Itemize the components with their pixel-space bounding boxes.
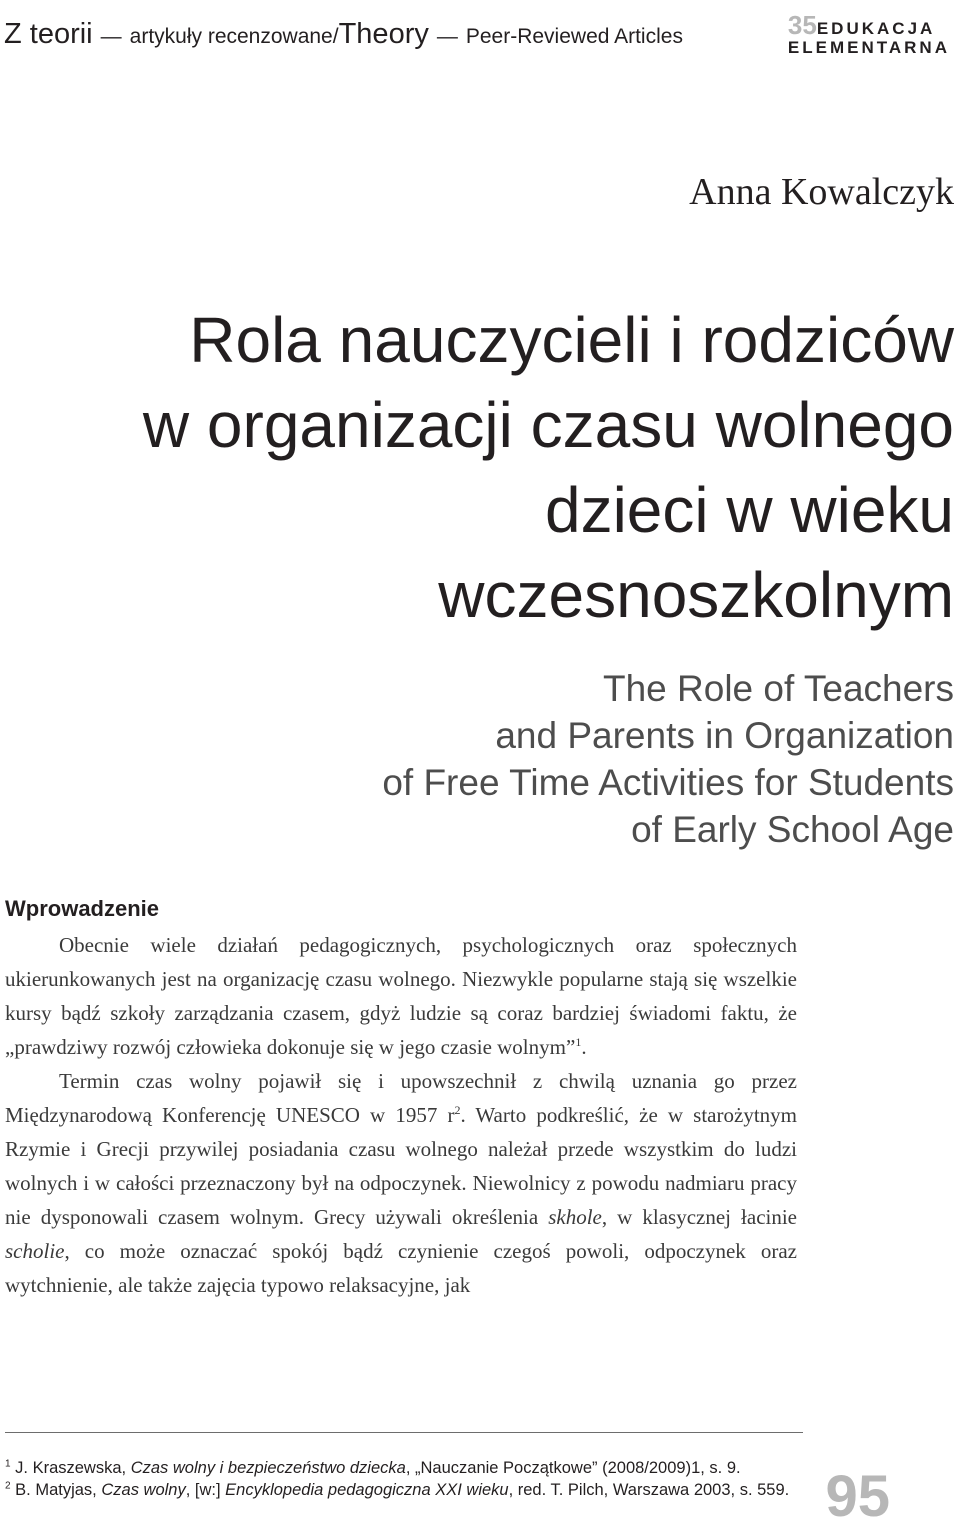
p2-text-a: Termin czas wolny pojawił się i upowszechnił z chwilą uznania go przez Międzynarodową Konferencję UNESCO w 1957 r xyxy=(5,1069,797,1127)
section-en: Theory xyxy=(338,18,429,50)
paragraph-2 xyxy=(5,1064,797,1302)
p1-text: Obecnie wiele działań pedagogicznych, psychologicznych oraz społecznych ukierunkowanych jest na organizację czasu wolnego. Niezwykle popularne stają się wszelkie kursy bądź szkoły zarządzania czasem, gdyż ludzie są coraz bardziej świadomi faktu, że „prawdziwy rozwój człowieka dokonuje się w jego czasie wolnym” xyxy=(5,933,797,1059)
term-skhole: skhole xyxy=(548,1205,602,1229)
footnote-title: Czas wolny i bezpieczeństwo dziecka xyxy=(130,1459,406,1477)
journal-logo xyxy=(788,12,950,56)
journal-word-2: ELEMENTARNA xyxy=(787,38,950,57)
article-title-pl xyxy=(54,298,954,638)
title-pl-line: Rola nauczycieli i rodziców xyxy=(189,304,954,376)
footnote-rest: , „Nauczanie Początkowe” (2008/2009)1, s. 9. xyxy=(405,1459,741,1477)
title-pl-line: wczesnoszkolnym xyxy=(438,559,954,631)
title-en-line: and Parents in Organization xyxy=(495,715,954,756)
footnote-1 xyxy=(5,1457,805,1479)
footnote-mid: , [w:] xyxy=(185,1481,226,1499)
article-title-en xyxy=(54,665,954,853)
section-label: Z teorii — artykuły recenzowane/Theory — Peer-Reviewed Articles xyxy=(4,18,683,50)
paragraph-1 xyxy=(5,928,797,1064)
article-author: Anna Kowalczyk xyxy=(689,171,954,213)
journal-number: 35 xyxy=(787,10,817,40)
section-en-sub: Peer-Reviewed Articles xyxy=(465,25,683,48)
p2-text-c: , w klasycznej łacinie xyxy=(601,1205,797,1229)
footnote-number: 1 xyxy=(5,1458,11,1470)
p2-text-d: , co może oznaczać spokój bądź czynienie czegoś powoli, odpoczynek oraz wytchnienie, ale także zajęcia typowo relaksacyjne, jak xyxy=(5,1239,797,1297)
header-dash: — xyxy=(100,25,122,48)
title-pl-line: dzieci w wieku xyxy=(544,474,954,546)
footnote-ref-1[interactable]: 1 xyxy=(575,1035,582,1049)
footnote-author: J. Kraszewska, xyxy=(15,1459,131,1477)
title-en-line: The Role of Teachers xyxy=(602,668,954,709)
page-number: 95 xyxy=(825,1464,890,1529)
section-heading: Wprowadzenie xyxy=(5,896,160,921)
term-scholie: scholie xyxy=(5,1239,65,1263)
header-dash-2: — xyxy=(436,25,458,48)
footnote-2 xyxy=(5,1479,805,1501)
body-text xyxy=(5,928,797,1302)
footnote-title: Czas wolny xyxy=(101,1481,186,1499)
footnote-author: B. Matyjas, xyxy=(15,1481,102,1499)
footnote-ref-2[interactable]: 2 xyxy=(454,1103,461,1117)
title-en-line: of Free Time Activities for Students xyxy=(382,762,954,803)
title-en-line: of Early School Age xyxy=(631,809,954,850)
running-header xyxy=(4,12,954,58)
footnote-title-2: Encyklopedia pedagogiczna XXI wieku xyxy=(225,1481,509,1499)
section-pl-sub: artykuły recenzowane xyxy=(129,25,333,48)
title-pl-line: w organizacji czasu wolnego xyxy=(142,389,954,461)
footnote-number: 2 xyxy=(5,1480,11,1492)
footnote-rule xyxy=(5,1432,803,1433)
journal-word-1: EDUKACJA xyxy=(816,19,936,38)
footnote-rest: , red. T. Pilch, Warszawa 2003, s. 559. xyxy=(508,1481,790,1499)
section-pl: Z teorii xyxy=(4,18,93,50)
p1-end: . xyxy=(581,1035,587,1059)
footnotes xyxy=(5,1457,805,1501)
p2-text-b: . Warto podkreślić, że w starożytnym Rzymie i Grecji przywilej posiadania czasu wolnego należał przede wszystkim do ludzi wolnych i w całości przeznaczony był na odpoczynek. Niewolnicy z powodu nadmiaru pracy nie dysponowali czasem wolnym. Grecy używali określenia xyxy=(5,1103,797,1229)
